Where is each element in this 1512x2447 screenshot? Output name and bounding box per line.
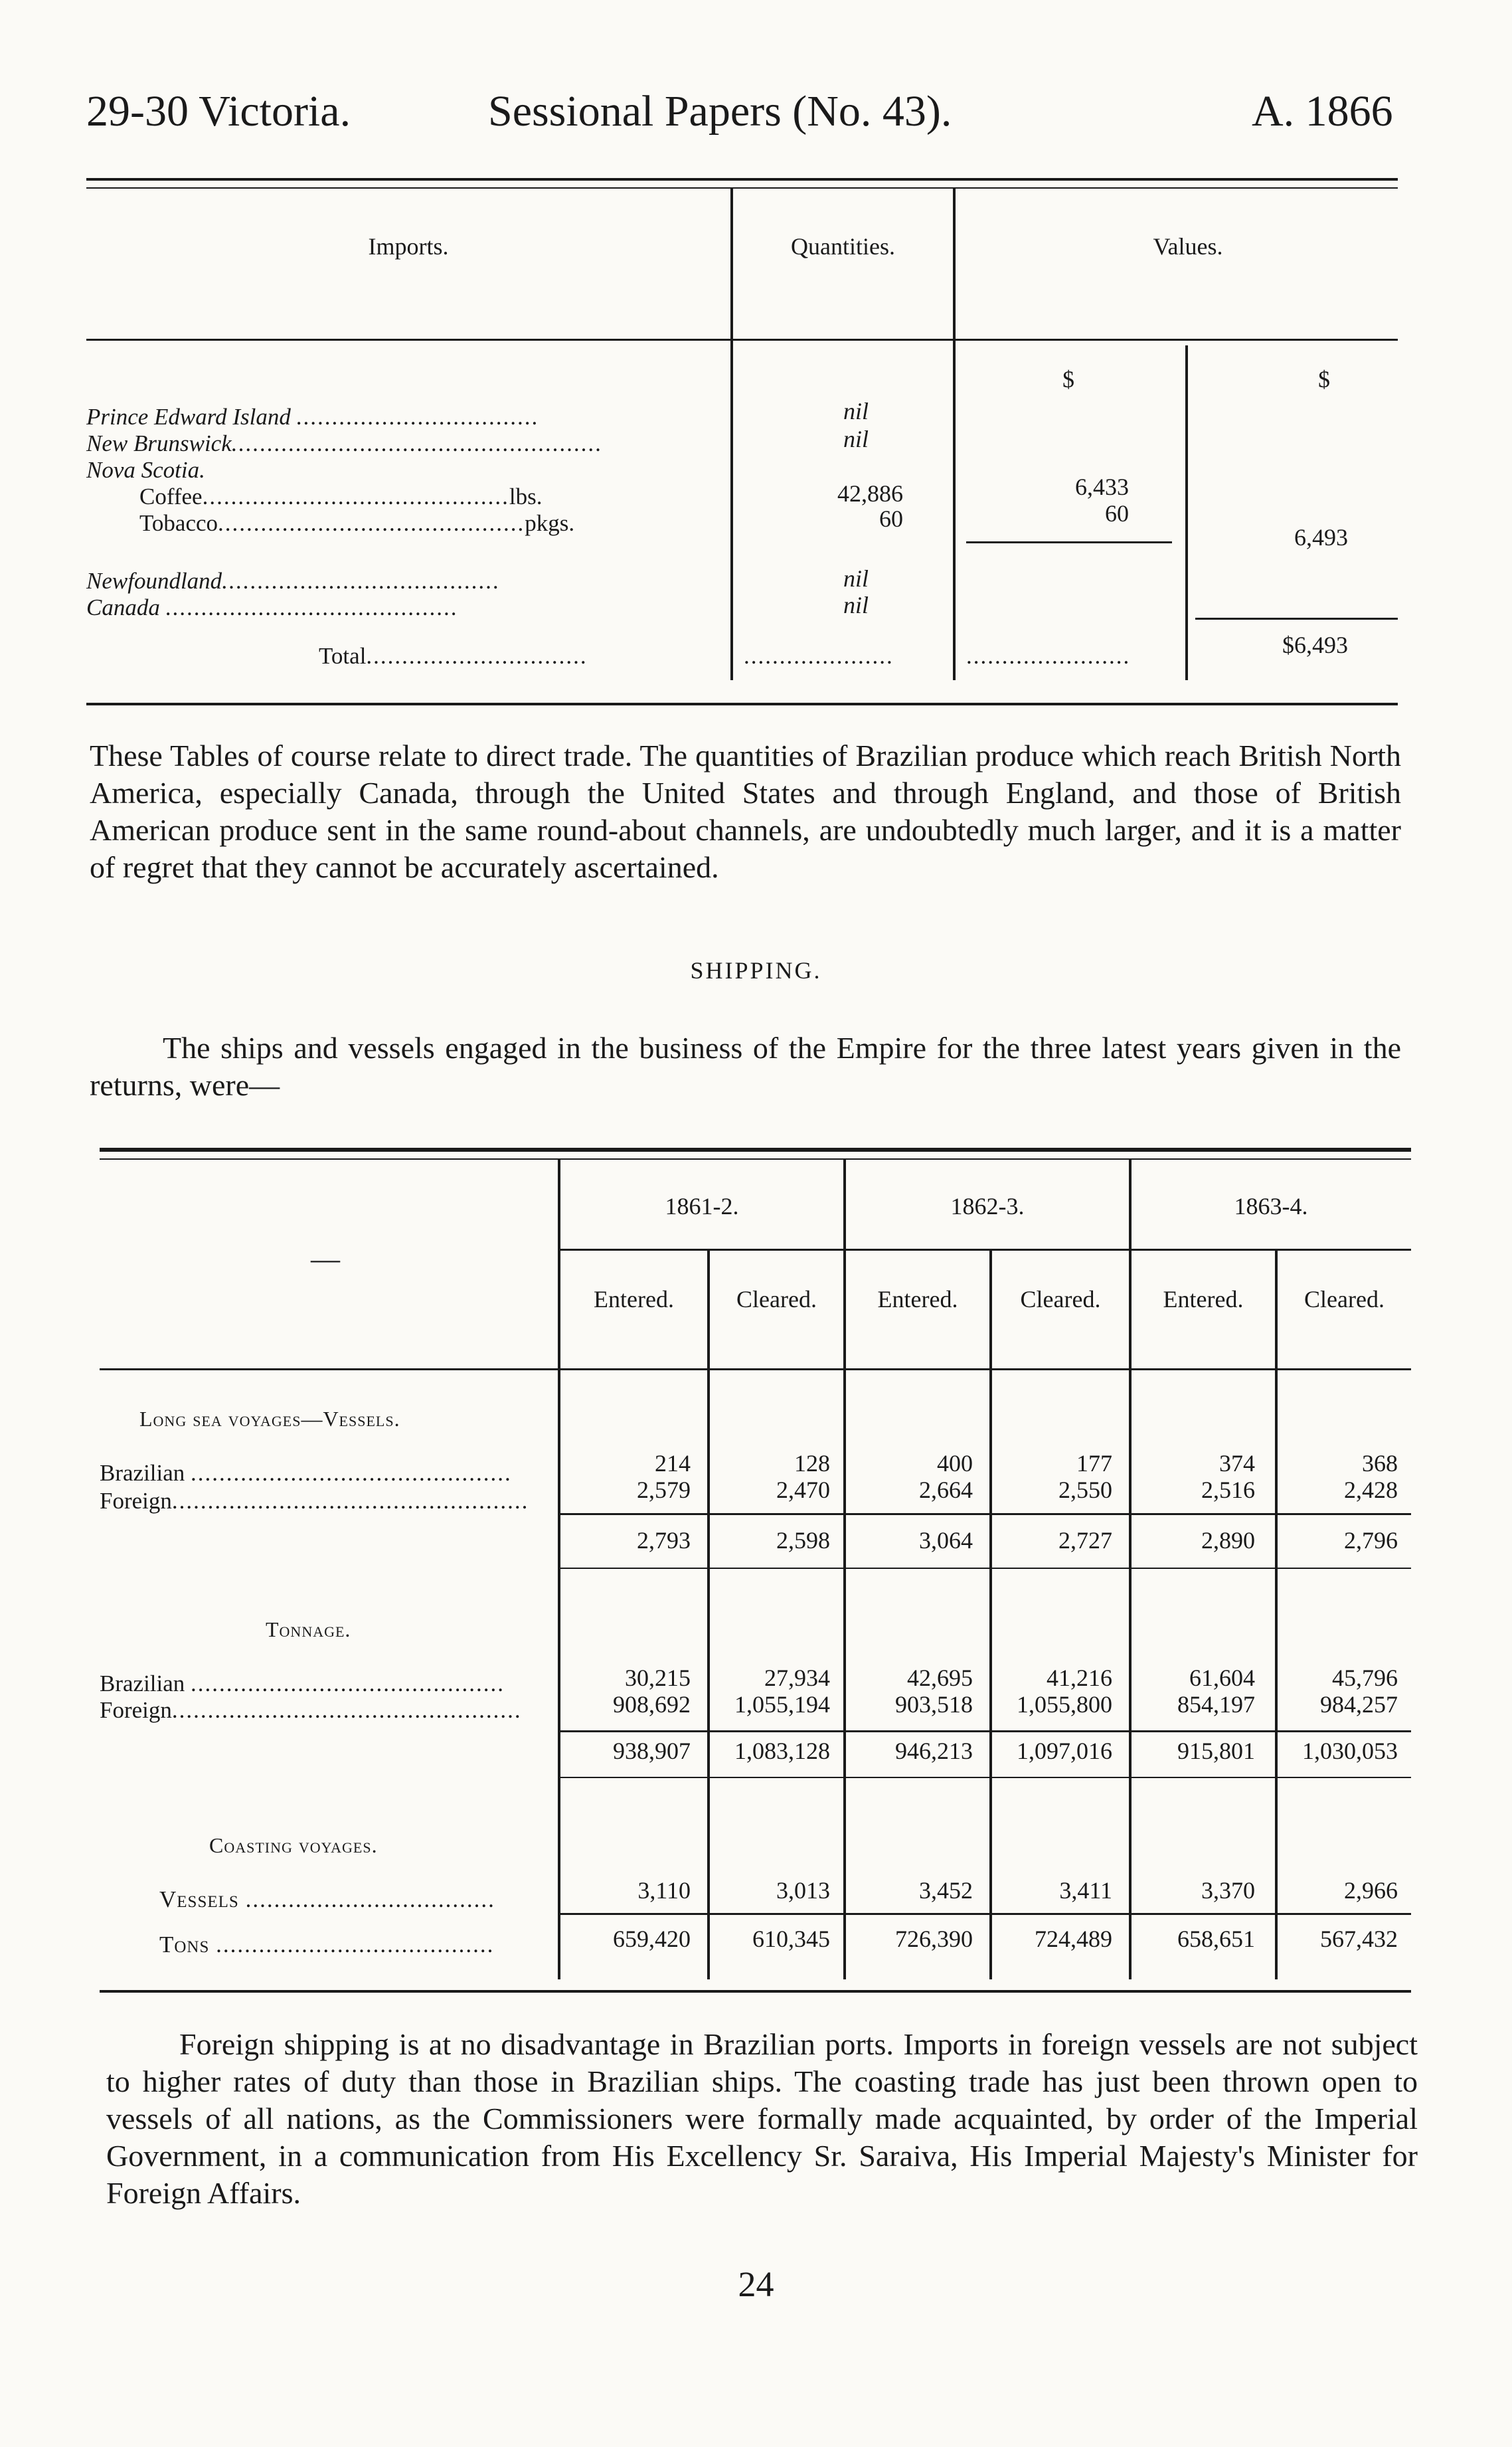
currency-sign-2: $: [1318, 366, 1330, 393]
year-1863-4: 1863-4.: [1234, 1193, 1308, 1220]
section-long-sea: Long sea voyages—Vessels.: [139, 1407, 400, 1431]
cell: 2,793: [637, 1527, 691, 1554]
cell: 3,411: [1059, 1877, 1112, 1904]
row-newfoundland: Newfoundland.......................................: [86, 568, 501, 594]
coasting-rule: [560, 1913, 1411, 1915]
year-1862-3: 1862-3.: [950, 1193, 1025, 1220]
values-total: $6,493: [1282, 632, 1348, 658]
cell: 1,030,053: [1302, 1738, 1398, 1764]
cell: 30,215: [625, 1665, 691, 1691]
cell: 128: [794, 1450, 830, 1477]
tonnage-total-rule: [560, 1777, 1411, 1778]
tonnage-sum-rule: [560, 1730, 1411, 1732]
header-center: Sessional Papers (No. 43).: [488, 87, 952, 136]
values-subrule: [966, 541, 1172, 543]
cell: 659,420: [613, 1926, 691, 1952]
entered-1861: Entered.: [594, 1286, 674, 1313]
value-total-dots: .......................: [966, 643, 1131, 669]
imports-col-divider-1: [730, 189, 733, 680]
shipping-divider-year-1: [843, 1160, 846, 1979]
cell: 2,428: [1344, 1477, 1398, 1503]
shipping-divider-year-2: [1129, 1160, 1132, 1979]
currency-sign-1: $: [1062, 366, 1074, 393]
shipping-divider-b: [989, 1249, 992, 1979]
cell: 567,432: [1320, 1926, 1398, 1952]
cell: 2,516: [1201, 1477, 1255, 1503]
cell: 41,216: [1047, 1665, 1112, 1691]
cell: 2,550: [1058, 1477, 1112, 1503]
qty-total-dots: .....................: [744, 643, 894, 669]
row-new-brunswick: New Brunswick....................................................: [86, 430, 603, 456]
vessels-total-rule: [560, 1568, 1411, 1569]
year-1861-2: 1861-2.: [665, 1193, 739, 1220]
cell: 1,055,800: [1017, 1691, 1112, 1718]
imports-col-divider-2: [953, 189, 956, 680]
row-tobacco: Tobacco...........................................pkgs.: [139, 510, 575, 536]
cell: 903,518: [895, 1691, 973, 1718]
row-coasting-tons: Tons .......................................: [159, 1932, 495, 1957]
section-tonnage: Tonnage.: [266, 1617, 351, 1641]
total-label: Total...............................: [319, 643, 588, 669]
cell: 2,579: [637, 1477, 691, 1503]
cell: 374: [1219, 1450, 1255, 1477]
cleared-1863: Cleared.: [1304, 1286, 1385, 1313]
cell: 214: [655, 1450, 691, 1477]
vessels-sum-rule: [560, 1513, 1411, 1515]
row-brazilian-vessels: Brazilian .............................................: [100, 1460, 512, 1486]
shipping-divider-c: [1275, 1249, 1278, 1979]
entered-1863: Entered.: [1163, 1286, 1244, 1313]
total-upper-rule: [1195, 618, 1398, 620]
shipping-top-rule-thin: [100, 1158, 1411, 1160]
cell: 854,197: [1177, 1691, 1255, 1718]
row-coasting-vessels: Vessels ...................................: [159, 1886, 495, 1912]
imports-col-divider-3: [1185, 345, 1188, 680]
cell: 726,390: [895, 1926, 973, 1952]
cell: 3,013: [776, 1877, 830, 1904]
cell: 3,064: [919, 1527, 973, 1554]
qty-pei: nil: [843, 398, 869, 424]
cell: 3,110: [637, 1877, 691, 1904]
imports-top-rule: [86, 178, 1398, 181]
header-left: 29-30 Victoria.: [86, 87, 351, 136]
qty-coffee: 42,886: [837, 480, 903, 507]
cell: 27,934: [764, 1665, 830, 1691]
cell: 400: [937, 1450, 973, 1477]
section-coasting: Coasting voyages.: [209, 1833, 378, 1857]
shipping-header-rule: [100, 1368, 1411, 1370]
stub-dash: —: [311, 1243, 340, 1275]
cell: 1,097,016: [1017, 1738, 1112, 1764]
cell: 61,604: [1189, 1665, 1255, 1691]
years-rule: [560, 1249, 1411, 1251]
imports-bottom-rule: [86, 703, 1398, 705]
qty-canada: nil: [843, 592, 869, 618]
cell: 2,727: [1058, 1527, 1112, 1554]
paragraph-ships-intro: The ships and vessels engaged in the business of the Empire for the three latest years given in the returns, were—: [90, 1031, 1401, 1102]
cell: 2,598: [776, 1527, 830, 1554]
cell: 2,664: [919, 1477, 973, 1503]
cell: 368: [1362, 1450, 1398, 1477]
cell: 908,692: [613, 1691, 691, 1718]
value-coffee: 6,433: [1075, 474, 1129, 500]
row-brazilian-tonnage: Brazilian ............................................: [100, 1671, 505, 1696]
row-nova-scotia: Nova Scotia.: [86, 457, 205, 483]
quantities-header: Quantities.: [791, 233, 895, 260]
shipping-heading: SHIPPING.: [690, 957, 822, 984]
cleared-1861: Cleared.: [736, 1286, 817, 1313]
cell: 915,801: [1177, 1738, 1255, 1764]
cell: 938,907: [613, 1738, 691, 1764]
qty-new-brunswick: nil: [843, 426, 869, 452]
cell: 2,470: [776, 1477, 830, 1503]
row-canada: Canada .........................................: [86, 594, 459, 620]
shipping-divider-label: [558, 1160, 560, 1979]
cell: 42,695: [907, 1665, 973, 1691]
cell: 658,651: [1177, 1926, 1255, 1952]
cell: 1,055,194: [734, 1691, 830, 1718]
imports-header-rule: [86, 339, 1398, 341]
cell: 177: [1076, 1450, 1112, 1477]
cell: 3,452: [919, 1877, 973, 1904]
cell: 2,966: [1344, 1877, 1398, 1904]
cleared-1862: Cleared.: [1020, 1286, 1101, 1313]
shipping-top-rule: [100, 1148, 1411, 1152]
cell: 984,257: [1320, 1691, 1398, 1718]
paragraph-foreign-shipping: Foreign shipping is at no disadvantage in Brazilian ports. Imports in foreign vessels are not subject to higher rates of duty than those in Brazilian ships. The coasting trade has just been thrown open to vessels of all nations, as the Commissioners were formally made acquainted, by order of the Imperial Government, in a communication from His Excellency Sr. Saraiva, His Imperial Majesty's Minister for Foreign Affairs.: [106, 2027, 1418, 2210]
cell: 724,489: [1035, 1926, 1112, 1952]
cell: 2,890: [1201, 1527, 1255, 1554]
imports-top-rule-thin: [86, 187, 1398, 189]
imports-header: Imports.: [368, 233, 449, 260]
cell: 3,370: [1201, 1877, 1255, 1904]
cell: 2,796: [1344, 1527, 1398, 1554]
cell: 946,213: [895, 1738, 973, 1764]
values-header: Values.: [1153, 233, 1223, 260]
values-subtotal: 6,493: [1294, 524, 1348, 551]
shipping-divider-a: [707, 1249, 710, 1979]
header-right: A. 1866: [1252, 87, 1393, 136]
shipping-bottom-rule: [100, 1990, 1411, 1993]
cell: 1,083,128: [734, 1738, 830, 1764]
entered-1862: Entered.: [877, 1286, 958, 1313]
row-foreign-vessels: Foreign..................................................: [100, 1488, 529, 1514]
value-tobacco: 60: [1105, 500, 1129, 527]
row-coffee: Coffee...........................................lbs.: [139, 484, 543, 509]
cell: 45,796: [1332, 1665, 1398, 1691]
row-foreign-tonnage: Foreign.................................................: [100, 1697, 522, 1723]
qty-newfoundland: nil: [843, 565, 869, 592]
cell: 610,345: [752, 1926, 830, 1952]
paragraph-direct-trade: These Tables of course relate to direct trade. The quantities of Brazilian produce which reach British North America, especially Canada, through the United States and through England, and those of British American produce sent in the same round-about channels, are undoubtedly much larger, and it is a matter of regret that they cannot be accurately ascertained.: [90, 739, 1401, 884]
row-prince-edward-island: Prince Edward Island ..................................: [86, 404, 540, 430]
qty-tobacco: 60: [879, 505, 903, 532]
page-number: 24: [738, 2264, 774, 2304]
